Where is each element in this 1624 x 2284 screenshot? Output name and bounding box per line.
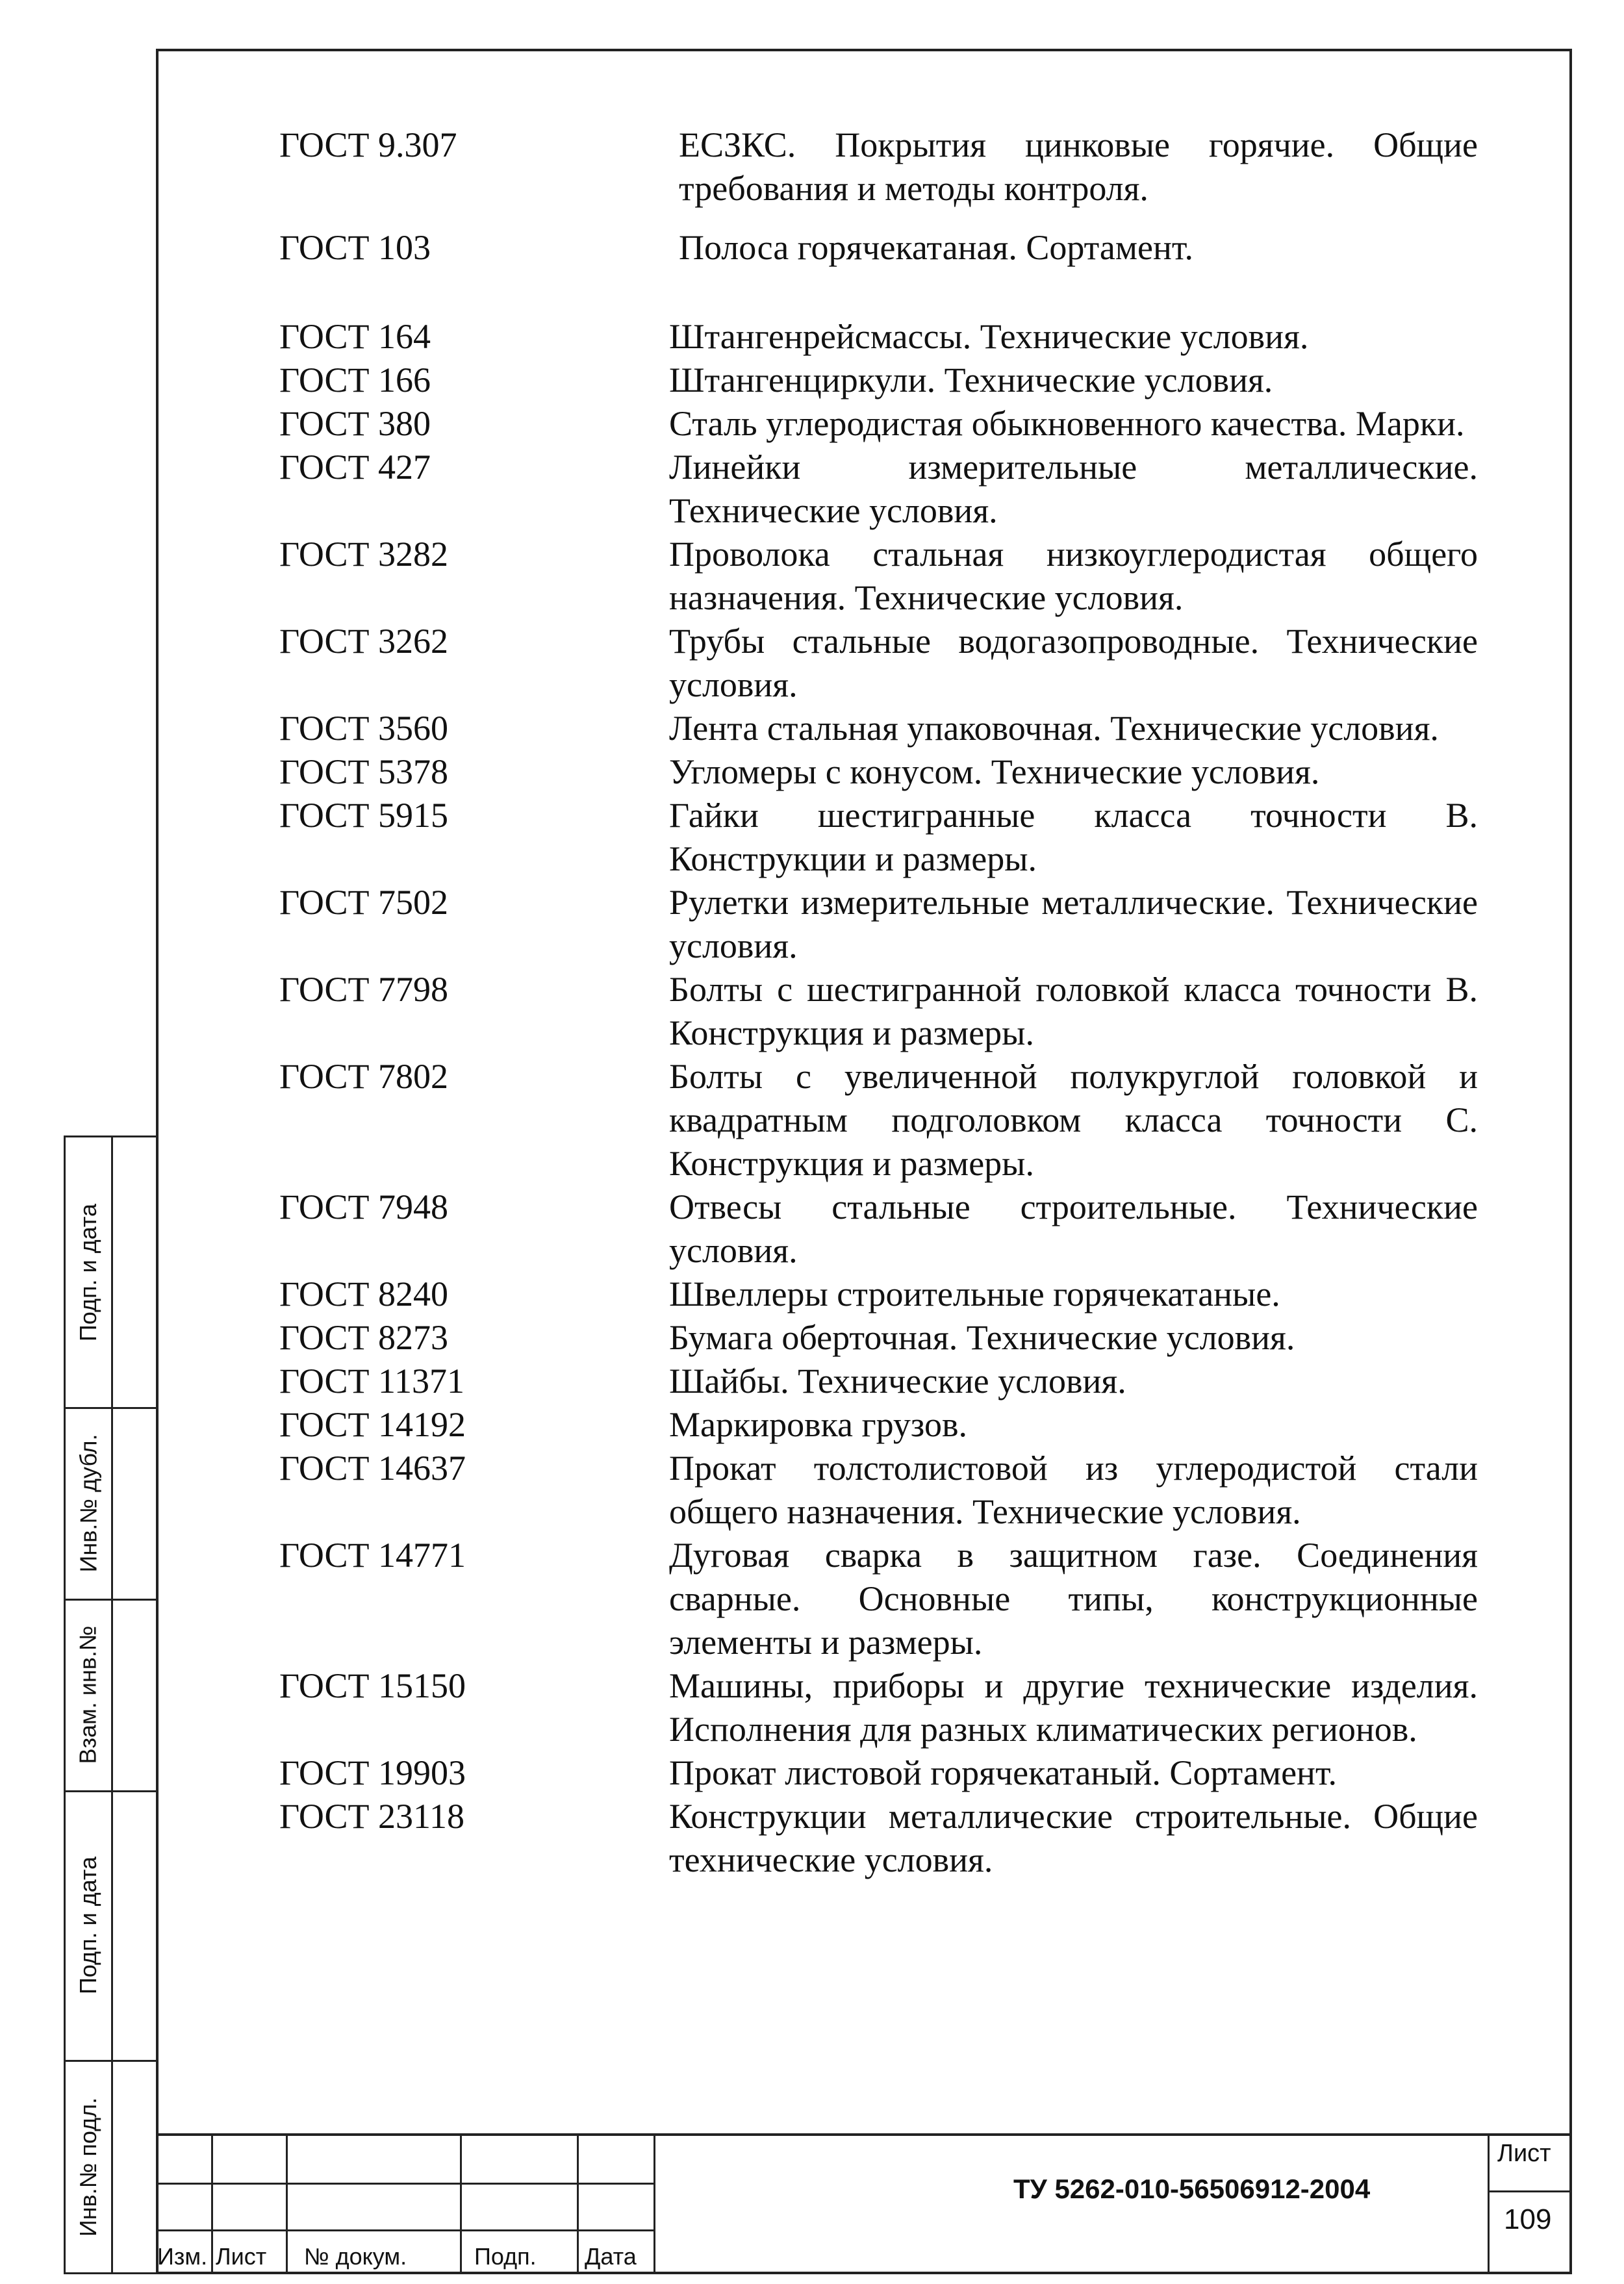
- reference-item: [279, 1534, 1478, 1664]
- reference-item: [279, 315, 1478, 359]
- side-divider: [111, 1137, 113, 2272]
- column-label-data: Дата: [585, 2243, 637, 2270]
- gost-code: ГОСТ 103: [279, 228, 431, 267]
- title-block-divider: [1488, 2136, 1490, 2274]
- gost-title: Трубы стальные водогазопроводные. Технические условия.: [669, 622, 1478, 704]
- gost-code: ГОСТ 7802: [279, 1057, 449, 1096]
- gost-code: ГОСТ 14771: [279, 1536, 466, 1575]
- reference-item: [279, 707, 1478, 750]
- gost-code: ГОСТ 9.307: [279, 125, 457, 164]
- gost-code: ГОСТ 14637: [279, 1449, 466, 1488]
- reference-item: [279, 1055, 1478, 1186]
- gost-title: Лента стальная упаковочная. Технические условия.: [669, 709, 1439, 748]
- side-label: Подп. и дата: [75, 1856, 101, 1994]
- title-block-divider: [286, 2136, 288, 2274]
- gost-code: ГОСТ 7948: [279, 1187, 449, 1226]
- gost-code: ГОСТ 5378: [279, 752, 449, 791]
- gost-title: Гайки шестигранные класса точности В. Конструкции и размеры.: [669, 796, 1478, 878]
- title-block-divider: [460, 2136, 462, 2274]
- gost-code: ГОСТ 427: [279, 448, 431, 487]
- side-cell-vzam-inv: [66, 1599, 111, 1790]
- gost-title: Конструкции металлические строительные. Общие технические условия.: [669, 1797, 1478, 1879]
- title-block: [156, 2133, 1572, 2274]
- side-cell-podp-data: [66, 1790, 111, 2060]
- side-label: Подп. и дата: [75, 1203, 101, 1341]
- reference-item: [279, 1316, 1478, 1360]
- title-block-divider: [156, 2229, 653, 2231]
- reference-item: [279, 226, 1478, 270]
- title-block-divider: [156, 2183, 653, 2185]
- gost-code: ГОСТ 380: [279, 404, 431, 443]
- gost-code: ГОСТ 5915: [279, 796, 449, 835]
- gost-code: ГОСТ 7798: [279, 970, 449, 1009]
- side-label: Инв.№ дубл.: [75, 1434, 101, 1572]
- gost-title: Проволока стальная низкоуглеродистая общего назначения. Технические условия.: [669, 535, 1478, 617]
- gost-title: Штангенрейсмассы. Технические условия.: [669, 317, 1309, 356]
- side-cell-inv-dubl: [66, 1407, 111, 1599]
- reference-item: [279, 968, 1478, 1055]
- gost-code: ГОСТ 8273: [279, 1318, 449, 1357]
- reference-item: [279, 750, 1478, 794]
- reference-item: [279, 359, 1478, 402]
- reference-item: [279, 1795, 1478, 1882]
- reference-item: [279, 1447, 1478, 1534]
- gost-title: Линейки измерительные металлические. Технические условия.: [669, 448, 1478, 530]
- gost-title: Дуговая сварка в защитном газе. Соединения сварные. Основные типы, конструкционные элементы и размеры.: [669, 1536, 1478, 1662]
- gost-code: ГОСТ 164: [279, 317, 431, 356]
- side-cell-podp-data: [66, 1137, 111, 1407]
- gost-code: ГОСТ 8240: [279, 1275, 449, 1313]
- gost-title: Маркировка грузов.: [669, 1405, 967, 1444]
- gost-title: ЕСЗКС. Покрытия цинковые горячие. Общие требования и методы контроля.: [679, 125, 1478, 208]
- gost-code: ГОСТ 7502: [279, 883, 449, 922]
- side-label: Инв.№ подл.: [75, 2097, 101, 2237]
- gost-title: Прокат толстолистовой из углеродистой стали общего назначения. Технические условия.: [669, 1449, 1478, 1531]
- title-block-divider: [653, 2136, 655, 2274]
- reference-item: [279, 881, 1478, 968]
- title-block-divider: [577, 2136, 579, 2274]
- references-list: [279, 123, 1478, 1882]
- gost-code: ГОСТ 166: [279, 361, 431, 400]
- gost-code: ГОСТ 3282: [279, 535, 449, 574]
- gost-title: Отвесы стальные строительные. Технические условия.: [669, 1187, 1478, 1270]
- sheet-label: Лист: [1497, 2140, 1551, 2167]
- sheet-number: 109: [1504, 2203, 1552, 2235]
- gost-title: Рулетки измерительные металлические. Технические условия.: [669, 883, 1478, 965]
- side-label: Взам. инв.№: [75, 1625, 101, 1764]
- side-stamp-strip: [64, 1136, 156, 2274]
- reference-item: [279, 446, 1478, 533]
- reference-item: [279, 1273, 1478, 1316]
- gost-code: ГОСТ 3262: [279, 622, 449, 661]
- gost-title: Бумага оберточная. Технические условия.: [669, 1318, 1295, 1357]
- gost-code: ГОСТ 11371: [279, 1362, 465, 1401]
- column-label-list: Лист: [216, 2243, 267, 2270]
- gost-code: ГОСТ 3560: [279, 709, 449, 748]
- reference-item: [279, 1403, 1478, 1447]
- reference-item: [279, 123, 1478, 210]
- gost-title: Угломеры с конусом. Технические условия.: [669, 752, 1320, 791]
- gost-title: Штангенциркули. Технические условия.: [669, 361, 1273, 400]
- side-cell-inv-podl: [66, 2060, 111, 2274]
- column-label-izm: Изм.: [157, 2243, 208, 2270]
- gost-title: Машины, приборы и другие технические изделия. Исполнения для разных климатических регионов.: [669, 1666, 1478, 1749]
- document-number: ТУ 5262-010-56506912-2004: [1013, 2174, 1371, 2204]
- column-label-podp: Подп.: [474, 2243, 537, 2270]
- reference-item: [279, 794, 1478, 881]
- reference-item: [279, 1186, 1478, 1273]
- column-label-dokum: № докум.: [304, 2243, 407, 2270]
- reference-item: [279, 402, 1478, 446]
- gost-code: ГОСТ 23118: [279, 1797, 465, 1836]
- title-block-divider: [211, 2136, 213, 2274]
- gost-code: ГОСТ 19903: [279, 1753, 466, 1792]
- gost-title: Болты с шестигранной головкой класса точности В. Конструкция и размеры.: [669, 970, 1478, 1052]
- title-block-divider: [1488, 2190, 1572, 2192]
- reference-item: [279, 1360, 1478, 1403]
- reference-item: [279, 1664, 1478, 1751]
- gost-title: Прокат листовой горячекатаный. Сортамент.: [669, 1753, 1337, 1792]
- gost-title: Швеллеры строительные горячекатаные.: [669, 1275, 1280, 1313]
- gost-title: Сталь углеродистая обыкновенного качества. Марки.: [669, 404, 1465, 443]
- reference-item: [279, 620, 1478, 707]
- reference-item: [279, 1751, 1478, 1795]
- gost-title: Шайбы. Технические условия.: [669, 1362, 1126, 1401]
- gost-code: ГОСТ 15150: [279, 1666, 466, 1705]
- gost-code: ГОСТ 14192: [279, 1405, 466, 1444]
- gost-title: Полоса горячекатаная. Сортамент.: [679, 228, 1193, 267]
- reference-item: [279, 533, 1478, 620]
- gost-title: Болты с увеличенной полукруглой головкой и квадратным подголовком класса точности С. Конструкция и размеры.: [669, 1057, 1478, 1183]
